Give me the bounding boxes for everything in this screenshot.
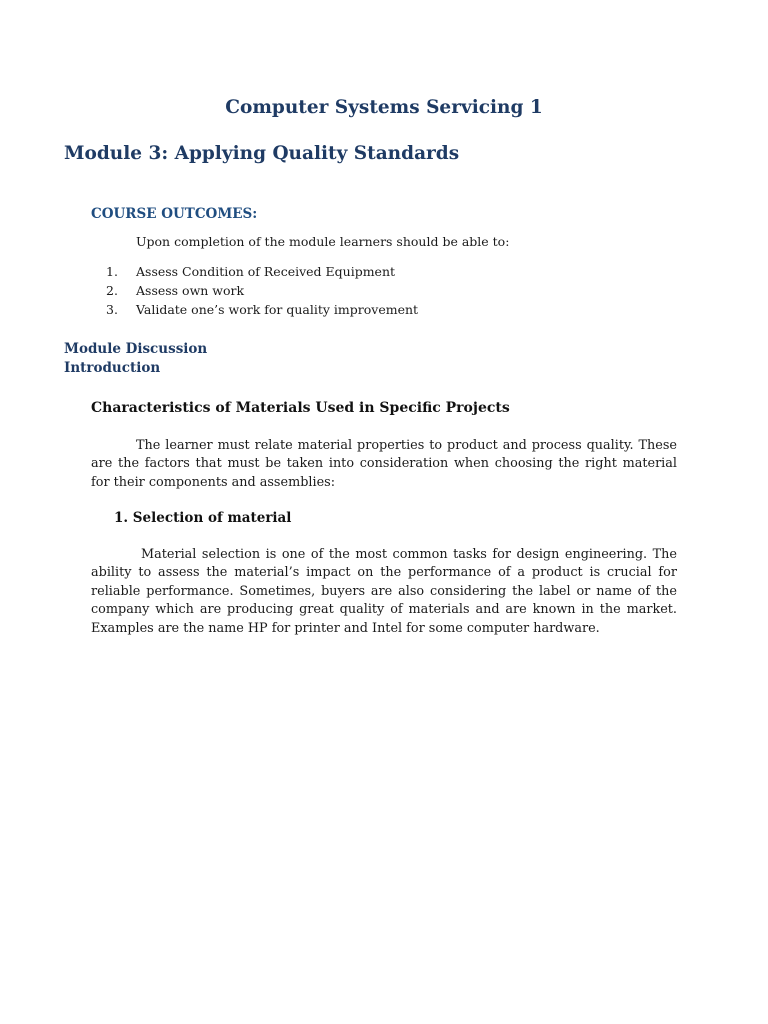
list-item-text: Assess own work xyxy=(136,283,245,298)
course-outcomes-intro: Upon completion of the module learners should be able to: xyxy=(136,234,510,249)
course-outcomes-heading: COURSE OUTCOMES: xyxy=(91,206,258,222)
list-item-text: Assess Condition of Received Equipment xyxy=(136,264,396,279)
course-outcomes-list xyxy=(106,262,418,319)
list-item xyxy=(106,281,418,300)
document-title: Computer Systems Servicing 1 xyxy=(225,97,543,118)
list-item-number: 1. xyxy=(106,264,118,279)
introduction-heading: Introduction xyxy=(64,360,161,376)
list-item-text: Validate one’s work for quality improvement xyxy=(136,302,419,317)
list-item xyxy=(106,300,418,319)
list-item-number: 3. xyxy=(106,302,118,317)
list-item xyxy=(106,262,418,281)
selection-of-material-heading: 1. Selection of material xyxy=(114,510,292,526)
list-item-number: 2. xyxy=(106,283,118,298)
module-title: Module 3: Applying Quality Standards xyxy=(64,143,460,164)
module-discussion-heading: Module Discussion xyxy=(64,341,208,357)
intro-paragraph: The learner must relate material properties to product and process quality. These are the factors that must be taken into consideration when choosing the right material for their components and assemblies: xyxy=(91,438,677,490)
selection-of-material-paragraph: Material selection is one of the most common tasks for design engineering. The ability to assess the material’s impact on the performance of a product is crucial for reliable performance. Sometimes, buyers are also considering the label or name of the company which are producing great quality of materials and are known in the market. Examples are the name HP for printer and Intel for some computer hardware. xyxy=(91,547,677,636)
section-title: Characteristics of Materials Used in Specific Projects xyxy=(91,400,510,416)
